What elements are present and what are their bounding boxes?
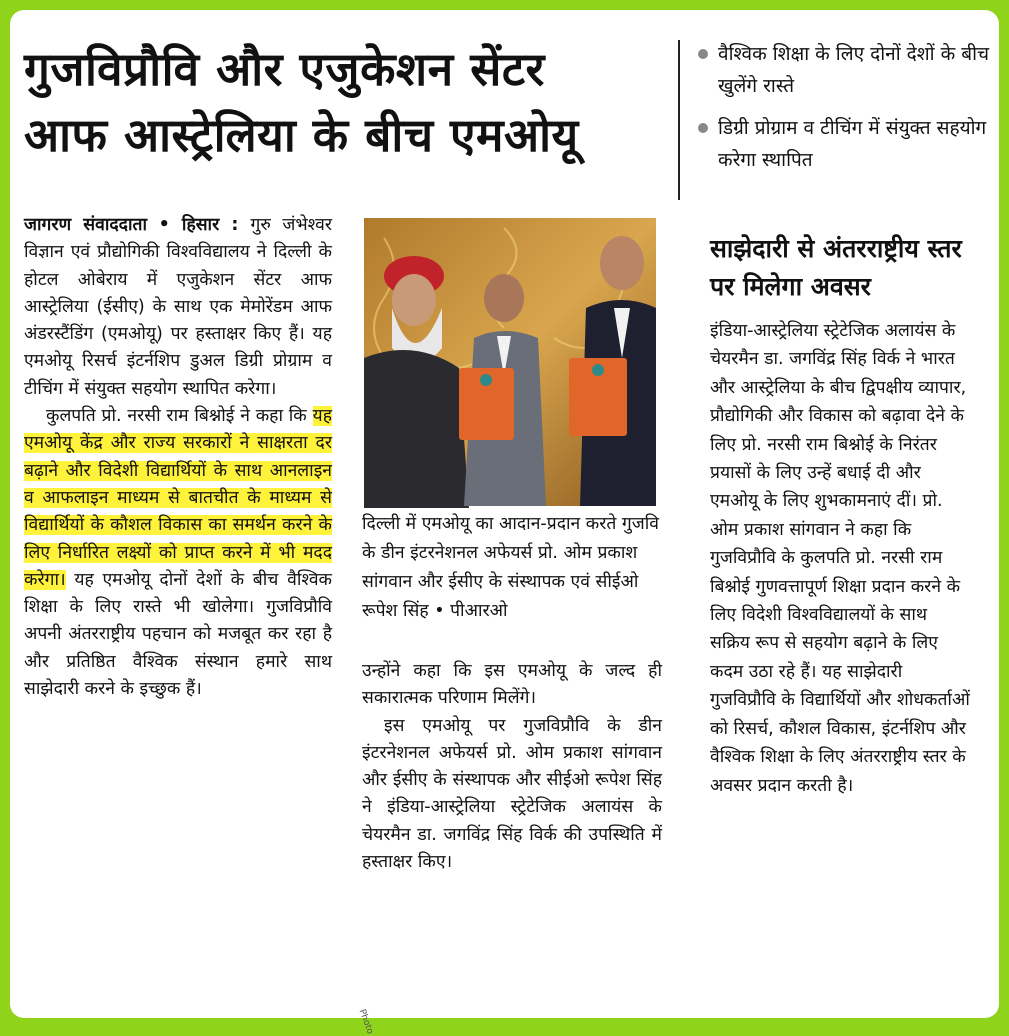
- headline-line-1: गुजविप्रौवि और एजुकेशन सेंटर: [24, 42, 545, 96]
- article-p1-text: गुरु जंभेश्वर विज्ञान एवं प्रौद्योगिकी विश्वविद्यालय ने दिल्ली के होटल ओबेराय में एजुकेशन सेंटर आफ आस्ट्रेलिया (ईसीए) के साथ एक मेमोरेंडम आफ अंडरस्टैंडिंग (एमओयू) पर हस्ताक्षर किए हैं। यह एमओयू रिसर्च इंटर्नशिप डुअल डिग्री प्रोग्राम व टीचिंग में संयुक्त सहयोग स्थापित करेगा।: [24, 215, 332, 399]
- article-paragraph-1: [24, 212, 332, 403]
- summary-point-1: वैश्विक शिक्षा के लिए दोनों देशों के बीच खुलेंगे रास्ते: [696, 38, 996, 102]
- photo-credit: Photo: [356, 1008, 375, 1036]
- summary-points: [696, 38, 996, 186]
- photo-illustration: [364, 218, 656, 506]
- byline: जागरण संवाददाता: [24, 215, 148, 235]
- article-paragraph-2: [24, 403, 332, 703]
- sidebar-body: इंडिया-आस्ट्रेलिया स्ट्रेटेजिक अलायंस के चेयरमैन डा. जगविंद्र सिंह विर्क ने भारत और आस्ट्रेलिया के बीच द्विपक्षीय व्यापार, प्रौद्योगिकी और विकास को बढ़ावा देने के लिए प्रो. नरसी राम बिश्नोई के निरंतर प्रयासों के लिए उन्हें बधाई दी और एमओयू के लिए शुभकामनाएं दीं। प्रो. ओम प्रकाश सांगवान ने कहा कि गुजविप्रौवि के कुलपति प्रो. नरसी राम बिश्नोई गुणवत्तापूर्ण शिक्षा प्रदान करने के लिए विदेशी विश्वविद्यालयों के साथ सक्रिय रूप से सहयोग बढ़ाने के लिए कदम उठा रहे हैं। यह साझेदारी गुजविप्रौवि के विद्यार्थियों और शोधकर्ताओं को रिसर्च, कौशल विकास, इंटर्नशिप और वैश्विक शिक्षा के लिए अंतरराष्ट्रीय स्तर के अवसर प्रदान करती है।: [710, 321, 970, 796]
- summary-point-2: डिग्री प्रोग्राम व टीचिंग में संयुक्त सहयोग करेगा स्थापित: [696, 112, 996, 176]
- article-column-1: [24, 212, 332, 703]
- headline-line-2: आफ आस्ट्रेलिया के बीच एमओयू: [24, 108, 579, 162]
- mou-exchange-photo: [364, 218, 656, 506]
- dateline: • हिसार :: [158, 215, 251, 235]
- highlighted-quote: यह एमओयू केंद्र और राज्य सरकारों ने साक्षरता दर बढ़ाने और विदेशी विद्यार्थियों के साथ आनलाइन व आफलाइन माध्यम से बातचीत के माध्यम से विद्यार्थियों के कौशल विकास का समर्थन करने के लिए निर्धारित लक्ष्यों को प्राप्त करने में भी मदद करेगा।: [24, 406, 332, 590]
- headline: [24, 36, 684, 168]
- headline-divider: [678, 40, 680, 200]
- article-paragraph-4: [362, 713, 662, 877]
- article-column-2: [362, 658, 662, 876]
- article-p2-post: यह एमओयू दोनों देशों के बीच वैश्विक शिक्षा के लिए रास्ते भी खोलेगा। गुजविप्रौवि अपनी अंतरराष्ट्रीय पहचान को मजबूत कर रहा है और प्रतिष्ठित वैश्विक संस्थान हमारे साथ साझेदारी करने के इच्छुक हैं।: [24, 569, 332, 700]
- sidebar-heading: साझेदारी से अंतरराष्ट्रीय स्तर पर मिलेगा अवसर: [710, 234, 962, 301]
- photo-caption: दिल्ली में एमओयू का आदान-प्रदान करते गुजवि के डीन इंटरनेशनल अफेयर्स प्रो. ओम प्रकाश सांगवान और ईसीए के संस्थापक एवं सीईओ रूपेश सिंह • पीआरओ: [362, 514, 660, 621]
- newspaper-clipping: [10, 10, 999, 1036]
- article-p4-text: इस एमओयू पर गुजविप्रौवि के डीन इंटरनेशनल अफेयर्स प्रो. ओम प्रकाश सांगवान और ईसीए के संस्थापक और सीईओ रूपेश सिंह ने इंडिया-आस्ट्रेलिया स्ट्रेटेजिक अलायंस के चेयरमैन डा. जगविंद्र सिंह विर्क की उपस्थिति में हस्ताक्षर किए।: [362, 715, 662, 873]
- article-p2-pre: कुलपति प्रो. नरसी राम बिश्नोई ने कहा कि: [46, 406, 313, 427]
- article-paragraph-3: उन्होंने कहा कि इस एमओयू के जल्द ही सकारात्मक परिणाम मिलेंगे।: [362, 661, 662, 709]
